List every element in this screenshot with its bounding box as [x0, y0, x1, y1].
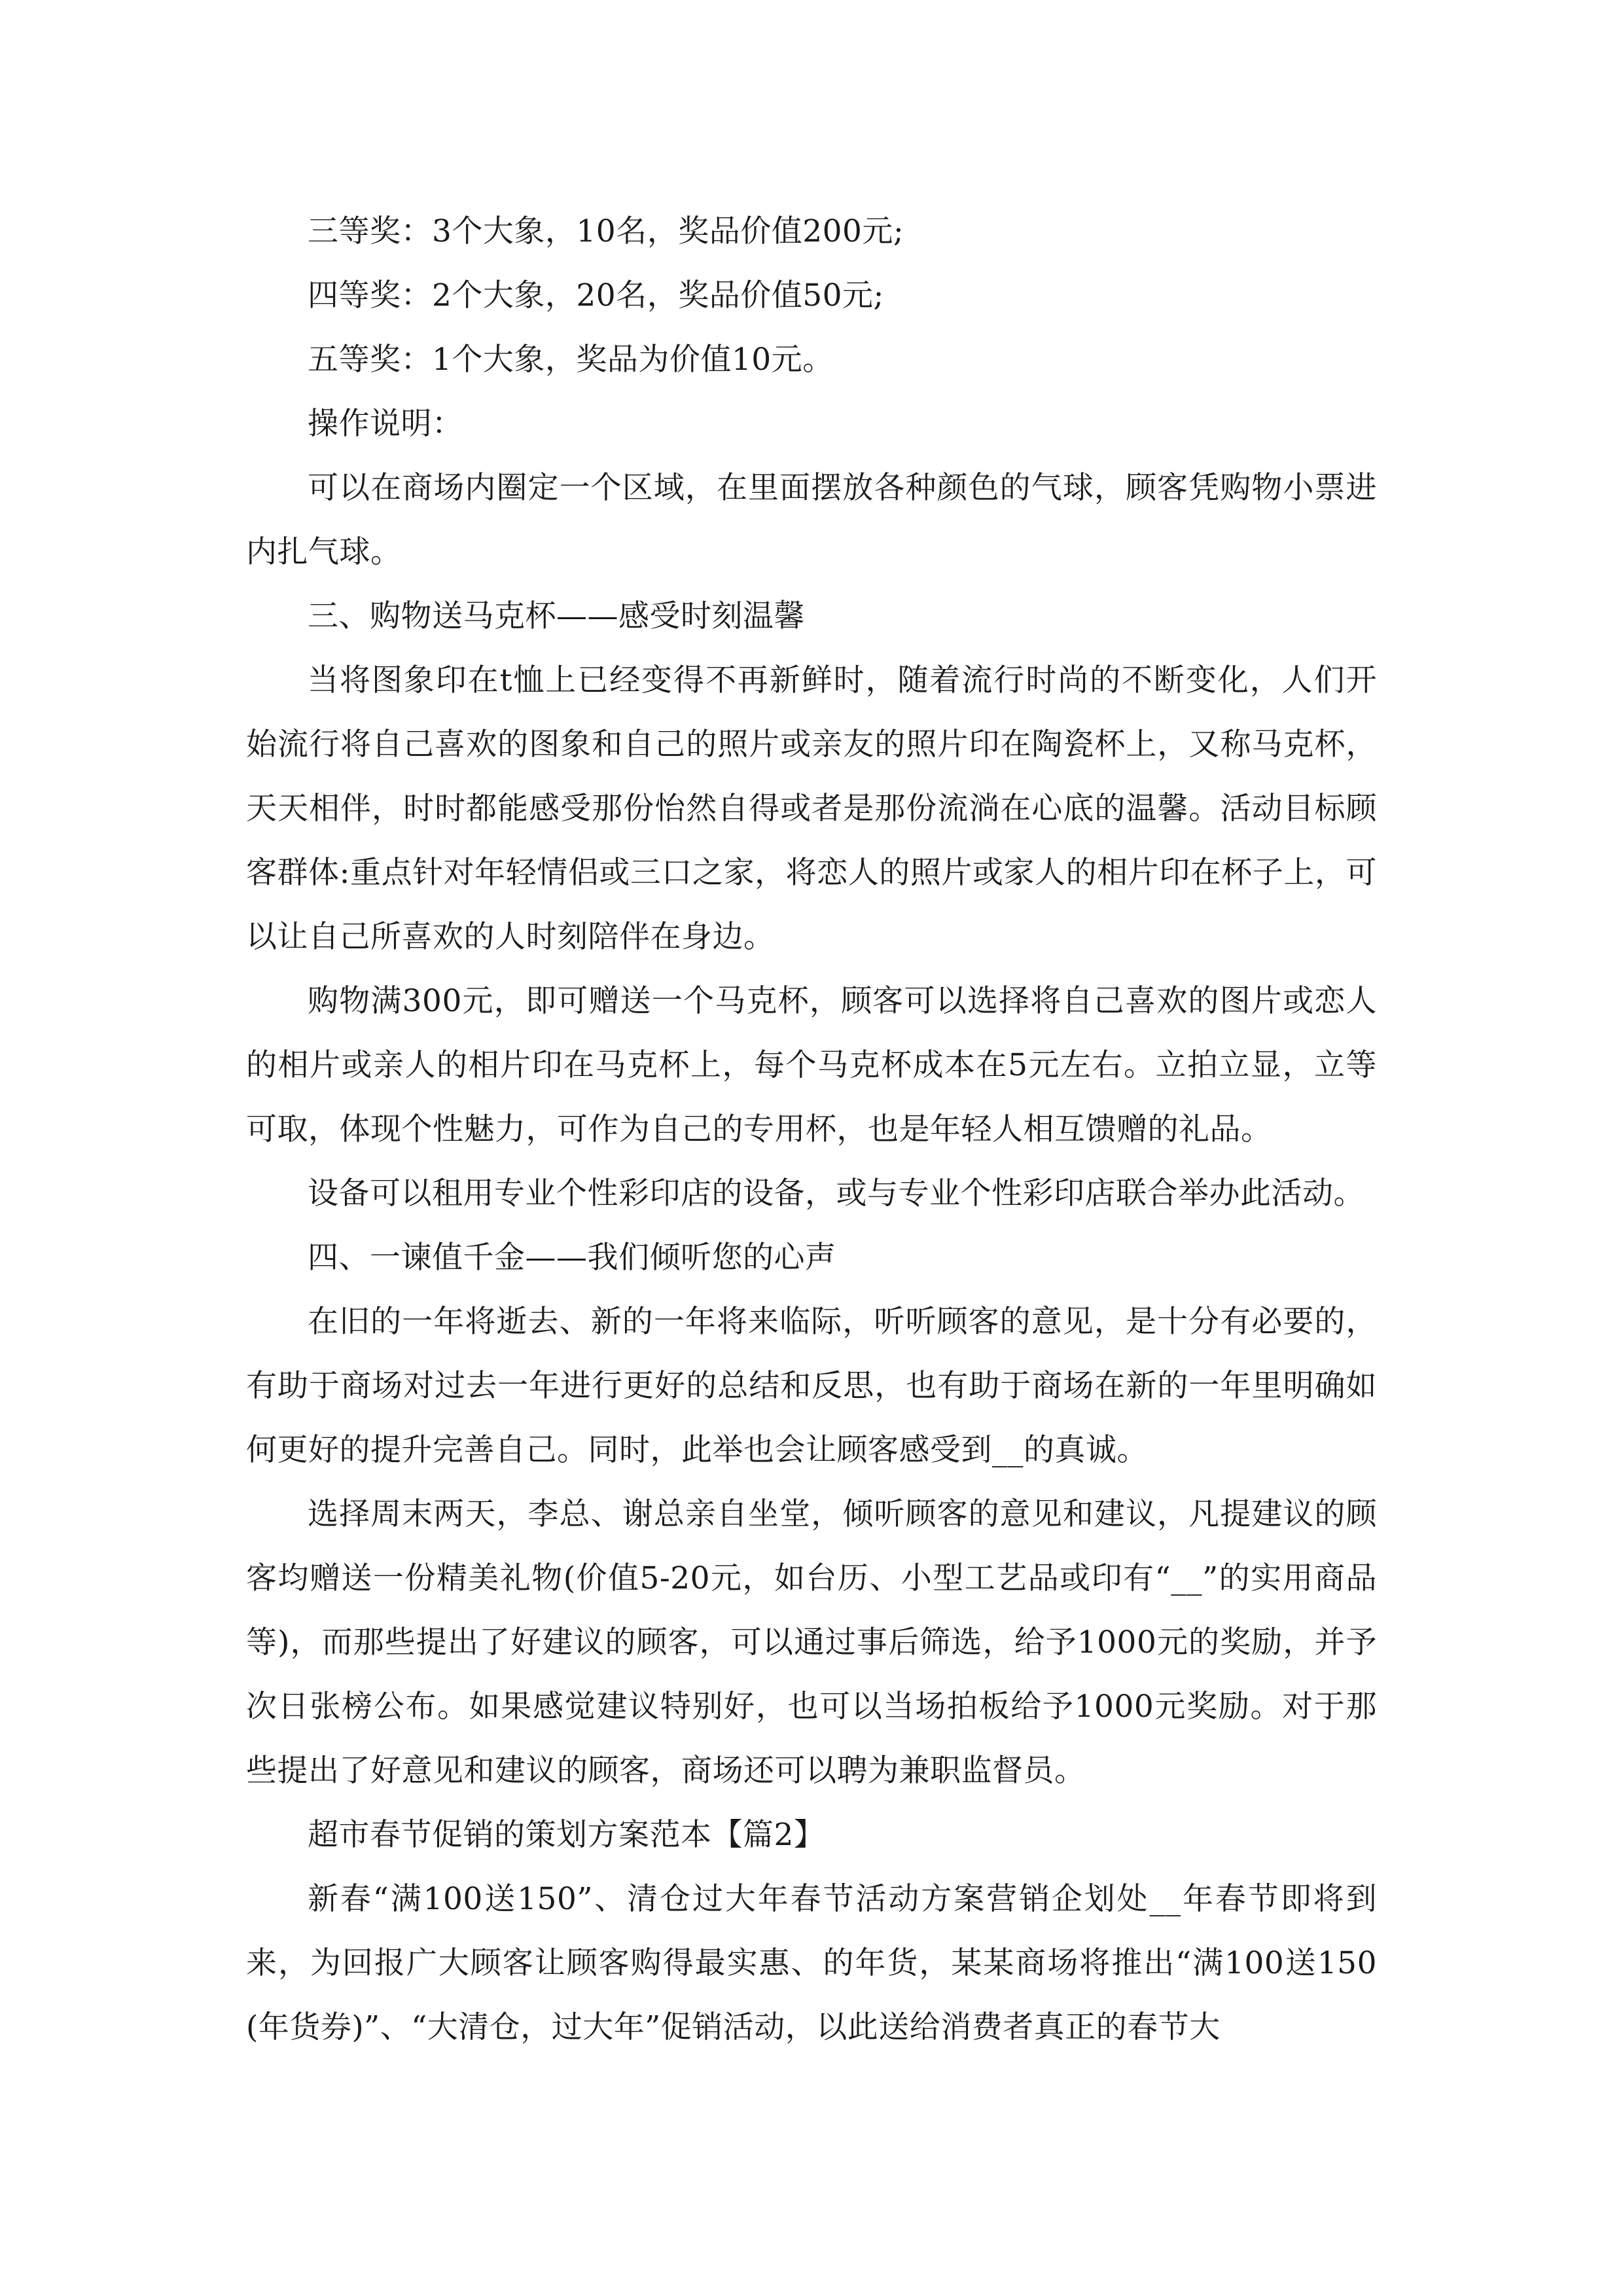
- document-body: [246, 200, 1377, 2060]
- paragraph-article-2-intro: 新春“满100送150”、清仓过大年春节活动方案营销企划处__年春节即将到来，为回报广大顾客让顾客购得最实惠、的年货，某某商场将推出“满100送150(年货券)”、“大清仓，过大年”促销活动，以此送给消费者真正的春节大: [246, 1881, 1377, 2045]
- paragraph-prize-fourth: 四等奖：2个大象，20名，奖品价值50元;: [308, 278, 884, 314]
- paragraph-prize-fifth: 五等奖：1个大象，奖品为价值10元。: [308, 342, 834, 378]
- paragraph-feedback-intro: 在旧的一年将逝去、新的一年将来临际，听听顾客的意见，是十分有必要的，有助于商场对过去一年进行更好的总结和反思，也有助于商场在新的一年里明确如何更好的提升完善自己。同时，此举也会让顾客感受到__的真诚。: [246, 1304, 1377, 1468]
- paragraph-mug-offer: 购物满300元，即可赠送一个马克杯，顾客可以选择将自己喜欢的图片或恋人的相片或亲人的相片印在马克杯上，每个马克杯成本在5元左右。立拍立显，立等可取，体现个性魅力，可作为自己的专用杯，也是年轻人相互馈赠的礼品。: [246, 983, 1377, 1147]
- paragraph-mug-equipment: 设备可以租用专业个性彩印店的设备，或与专业个性彩印店联合举办此活动。: [308, 1175, 1364, 1211]
- paragraph-instructions-heading: 操作说明：: [308, 406, 463, 442]
- section-heading-feedback: 四、一谏值千金——我们倾听您的心声: [308, 1240, 836, 1276]
- paragraph-feedback-details: 选择周末两天，李总、谢总亲自坐堂，倾听顾客的意见和建议，凡提建议的顾客均赠送一份精美礼物(价值5-20元，如台历、小型工艺品或印有“__”的实用商品等)，而那些提出了好建议的顾客，可以通过事后筛选，给予1000元的奖励，并予次日张榜公布。如果感觉建议特别好，也可以当场拍板给予1000元奖励。对于那些提出了好意见和建议的顾客，商场还可以聘为兼职监督员。: [246, 1496, 1377, 1789]
- paragraph-instructions: 可以在商场内圈定一个区域，在里面摆放各种颜色的气球，顾客凭购物小票进内扎气球。: [246, 470, 1377, 570]
- paragraph-prize-third: 三等奖：3个大象，10名，奖品价值200元;: [308, 213, 904, 249]
- paragraph-mug-intro: 当将图象印在t恤上已经变得不再新鲜时，随着流行时尚的不断变化，人们开始流行将自己喜欢的图象和自己的照片或亲友的照片印在陶瓷杯上，又称马克杯，天天相伴，时时都能感受那份怡然自得或者是那份流淌在心底的温馨。活动目标顾客群体:重点针对年轻情侣或三口之家，将恋人的照片或家人的相片印在杯子上，可以让自己所喜欢的人时刻陪伴在身边。: [246, 662, 1377, 955]
- section-heading-mug: 三、购物送马克杯——感受时刻温馨: [308, 598, 805, 634]
- section-heading-article-2: 超市春节促销的策划方案范本【篇2】: [308, 1817, 825, 1853]
